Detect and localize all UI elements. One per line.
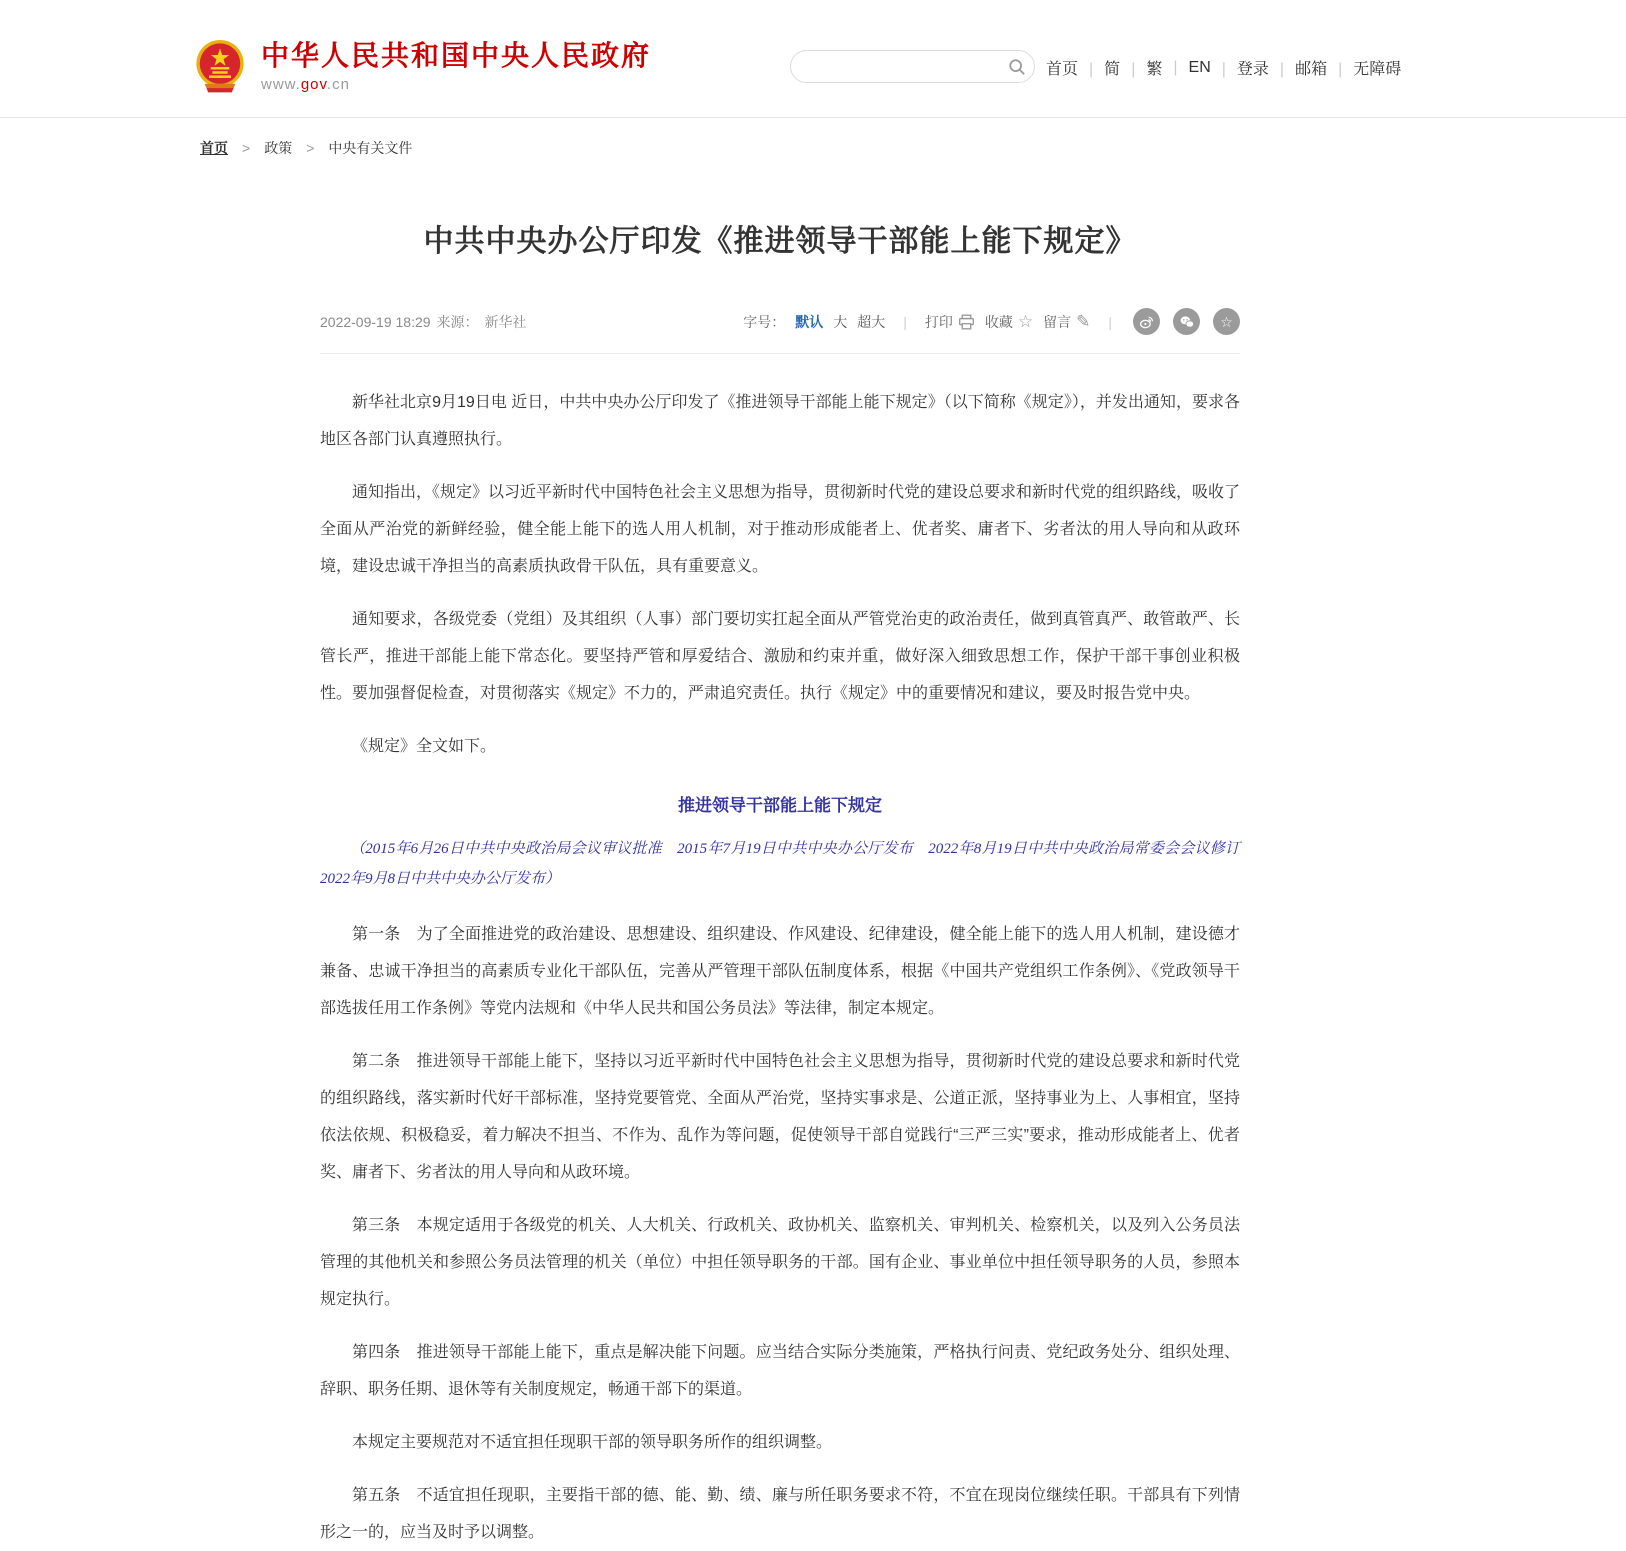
comment-label: 留言 bbox=[1043, 313, 1072, 330]
divider: | bbox=[1108, 313, 1112, 330]
site-title: 中华人民共和国中央人民政府 bbox=[261, 40, 652, 72]
font-size-xlarge-button[interactable]: 超大 bbox=[857, 313, 886, 330]
site-url-prefix: www. bbox=[261, 75, 301, 93]
breadcrumb-central-documents[interactable]: > 中央有关文件 bbox=[292, 138, 412, 158]
article-body bbox=[320, 384, 1256, 1551]
article-toolbar bbox=[743, 308, 1240, 335]
comment-button[interactable] bbox=[1043, 312, 1090, 332]
article bbox=[320, 216, 1256, 1551]
article-meta-left bbox=[320, 312, 527, 332]
national-emblem-icon bbox=[193, 38, 247, 96]
site-logo[interactable] bbox=[193, 38, 651, 96]
pencil-icon: ✎ bbox=[1076, 312, 1091, 331]
search-box bbox=[790, 50, 1035, 83]
body-paragraph: 第二条 推进领导干部能上能下，坚持以习近平新时代中国特色社会主义思想为指导，贯彻新时代党的建设总要求和新时代党的组织路线，落实新时代好干部标准，坚持党要管党、全面从严治党，坚持实事求是、公道正派，坚持事业为上、人事相宜，坚持依法依规、积极稳妥，着力解决不担当、不作为、乱作为等问题，促使领导干部自觉践行“三严三实”要求，推动形成能者上、优者奖、庸者下、劣者汰的用人导向和从政环境。 bbox=[320, 1053, 1240, 1181]
body-paragraph: 第四条 推进领导干部能上能下，重点是解决能下问题。应当结合实际分类施策，严格执行问责、党纪政务处分、组织处理、辞职、职务任期、退休等有关制度规定，畅通干部下的渠道。 bbox=[320, 1344, 1240, 1398]
nav-mail[interactable]: | 邮箱 bbox=[1269, 56, 1327, 79]
intro-paragraph: 通知要求，各级党委（党组）及其组织（人事）部门要切实扛起全面从严管党治吏的政治责任，做到真管真严、敢管敢严、长管长严，推进干部能上能下常态化。要坚持严管和厚爱结合、激励和约束并重，做好深入细致思想工作，保护干部干事创业积极性。要加强督促检查，对贯彻落实《规定》不力的，严肃追究责任。执行《规定》中的重要情况和建议，要及时报告党中央。 bbox=[320, 611, 1240, 702]
top-navigation bbox=[1046, 56, 1401, 79]
printer-icon bbox=[958, 314, 975, 330]
nav-english[interactable]: | EN bbox=[1162, 59, 1210, 77]
search-icon bbox=[1008, 58, 1026, 76]
article-meta-row bbox=[320, 308, 1240, 354]
font-size-large-button[interactable]: 大 bbox=[833, 313, 848, 330]
publish-date: 2022-09-19 18:29 bbox=[320, 313, 431, 330]
share-wechat-icon[interactable] bbox=[1173, 308, 1200, 335]
share-more-icon[interactable] bbox=[1213, 308, 1240, 335]
share-weibo-icon[interactable] bbox=[1133, 308, 1160, 335]
site-header bbox=[0, 0, 1626, 118]
body-paragraph: 第一条 为了全面推进党的政治建设、思想建设、组织建设、作风建设、纪律建设，健全能上能下的选人用人机制，建设德才兼备、忠诚干净担当的高素质专业化干部队伍，完善从严管理干部队伍制度体系，根据《中国共产党组织工作条例》、《党政领导干部选拔任用工作条例》等党内法规和《中华人民共和国公务员法》等法律，制定本规定。 bbox=[320, 926, 1240, 1017]
breadcrumb-home[interactable]: 首页 bbox=[200, 140, 228, 156]
star-icon: ☆ bbox=[1017, 312, 1034, 331]
search-input[interactable] bbox=[791, 59, 1000, 75]
print-label: 打印 bbox=[924, 313, 953, 330]
intro-paragraph: 《规定》全文如下。 bbox=[352, 738, 497, 755]
print-button[interactable] bbox=[925, 312, 975, 332]
site-url-gov: gov bbox=[300, 75, 327, 93]
search-button[interactable] bbox=[1000, 50, 1034, 83]
divider: | bbox=[903, 313, 907, 330]
nav-home[interactable]: 首页 bbox=[1046, 61, 1079, 78]
star-icon: ☆ bbox=[1220, 313, 1233, 330]
nav-login[interactable]: | 登录 bbox=[1211, 56, 1269, 79]
intro-paragraph: 新华社北京9月19日电 近日，中共中央办公厅印发了《推进领导干部能上能下规定》（以下简称《规定》），并发出通知，要求各地区各部门认真遵照执行。 bbox=[320, 394, 1240, 448]
breadcrumb bbox=[200, 138, 1626, 158]
page-title: 中共中央办公厅印发《推进领导干部能上能下规定》 bbox=[423, 225, 1137, 258]
document-title: 推进领导干部能上能下规定 bbox=[678, 796, 882, 815]
breadcrumb-policy[interactable]: > 政策 bbox=[228, 138, 292, 158]
favorite-button[interactable] bbox=[985, 312, 1033, 332]
document-meta: （2015年6月26日中共中央政治局会议审议批准 2015年7月19日中共中央办公厅发布 2022年8月19日中共中央政治局常委会会议修订 2022年9月8日中共中央办公厅发布） bbox=[320, 841, 1256, 887]
nav-traditional[interactable]: | 繁 bbox=[1120, 56, 1162, 79]
body-paragraph: 第五条 不适宜担任现职，主要指干部的德、能、勤、绩、廉与所任职务要求不符，不宜在现岗位继续任职。干部具有下列情形之一的，应当及时予以调整。 bbox=[320, 1487, 1240, 1541]
site-url-suffix: .cn bbox=[326, 75, 350, 93]
site-url bbox=[261, 76, 651, 93]
nav-simplified[interactable]: | 简 bbox=[1078, 56, 1120, 79]
body-paragraph: 第三条 本规定适用于各级党的机关、人大机关、行政机关、政协机关、监察机关、审判机关、检察机关，以及列入公务员法管理的其他机关和参照公务员法管理的机关（单位）中担任领导职务的干部。国有企业、事业单位中担任领导职务的人员，参照本规定执行。 bbox=[320, 1217, 1240, 1308]
body-paragraph: 本规定主要规范对不适宜担任现职干部的领导职务所作的组织调整。 bbox=[352, 1434, 833, 1451]
nav-accessibility[interactable]: | 无障碍 bbox=[1327, 56, 1401, 79]
favorite-label: 收藏 bbox=[984, 313, 1013, 330]
source-value: 新华社 bbox=[484, 313, 527, 330]
source-label: 来源： bbox=[436, 313, 479, 330]
font-size-default-button[interactable]: 默认 bbox=[795, 313, 824, 330]
intro-paragraph: 通知指出，《规定》以习近平新时代中国特色社会主义思想为指导，贯彻新时代党的建设总要求和新时代党的组织路线，吸收了全面从严治党的新鲜经验，健全能上能下的选人用人机制，对于推动形成能者上、优者奖、庸者下、劣者汰的用人导向和从政环境，建设忠诚干净担当的高素质执政骨干队伍，具有重要意义。 bbox=[320, 484, 1241, 575]
font-size-label: 字号： bbox=[743, 313, 786, 330]
